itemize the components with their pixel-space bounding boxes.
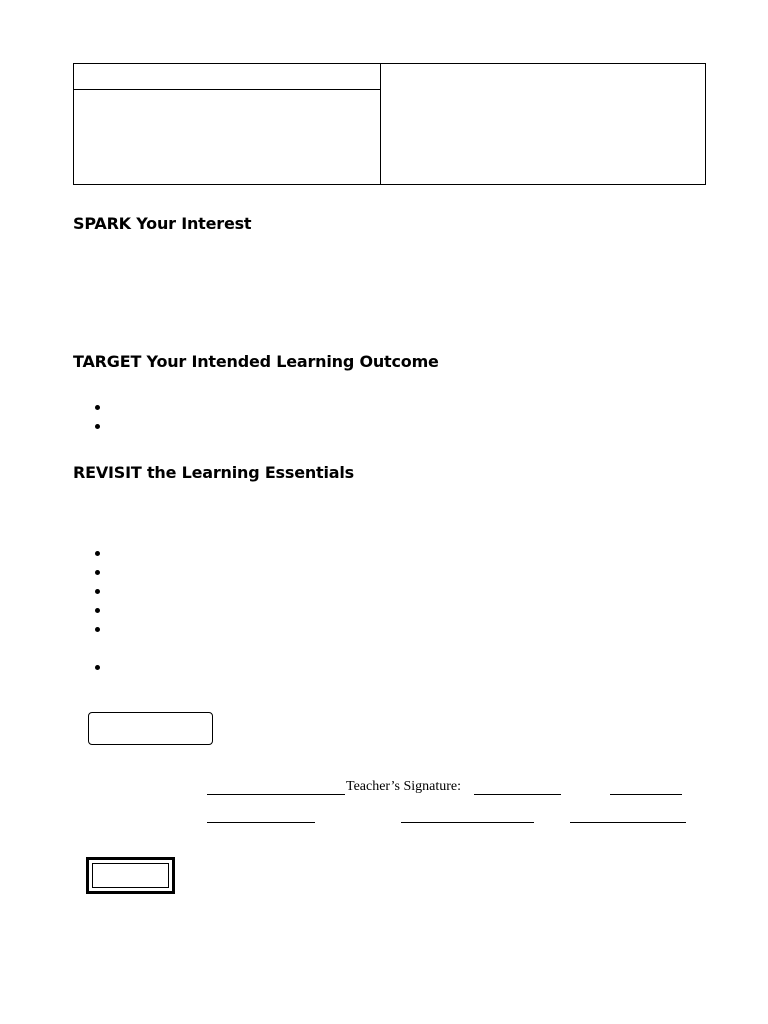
- rounded-label-box: [88, 712, 213, 745]
- blank-line: [401, 822, 534, 823]
- bullet-icon: [95, 570, 100, 575]
- teacher-signature-label: Teacher’s Signature:: [346, 779, 461, 794]
- list-item: [95, 420, 114, 433]
- double-border-box: [86, 857, 175, 894]
- teacher-signature-line: [474, 794, 561, 795]
- bullet-icon: [95, 627, 100, 632]
- revisit-heading: REVISIT the Learning Essentials: [73, 463, 354, 482]
- bullet-icon: [95, 551, 100, 556]
- bullet-icon: [95, 405, 100, 410]
- bullet-icon: [95, 424, 100, 429]
- list-item: [95, 585, 114, 598]
- header-table: [73, 63, 706, 185]
- list-item: [95, 401, 114, 414]
- double-border-box-inner: [92, 863, 169, 888]
- blank-line: [570, 822, 686, 823]
- blank-line: [207, 794, 345, 795]
- header-table-divider-vertical: [380, 64, 381, 184]
- bullet-icon: [95, 608, 100, 613]
- list-item: [95, 623, 114, 636]
- blank-line: [610, 794, 682, 795]
- blank-line: [207, 822, 315, 823]
- list-item: [95, 604, 114, 617]
- target-heading: TARGET Your Intended Learning Outcome: [73, 352, 439, 371]
- list-item: [95, 547, 114, 560]
- header-table-divider-horizontal: [74, 89, 380, 90]
- bullet-icon: [95, 665, 100, 670]
- spark-heading: SPARK Your Interest: [73, 214, 252, 233]
- list-item: [95, 566, 114, 579]
- bullet-icon: [95, 589, 100, 594]
- list-item: [95, 661, 114, 674]
